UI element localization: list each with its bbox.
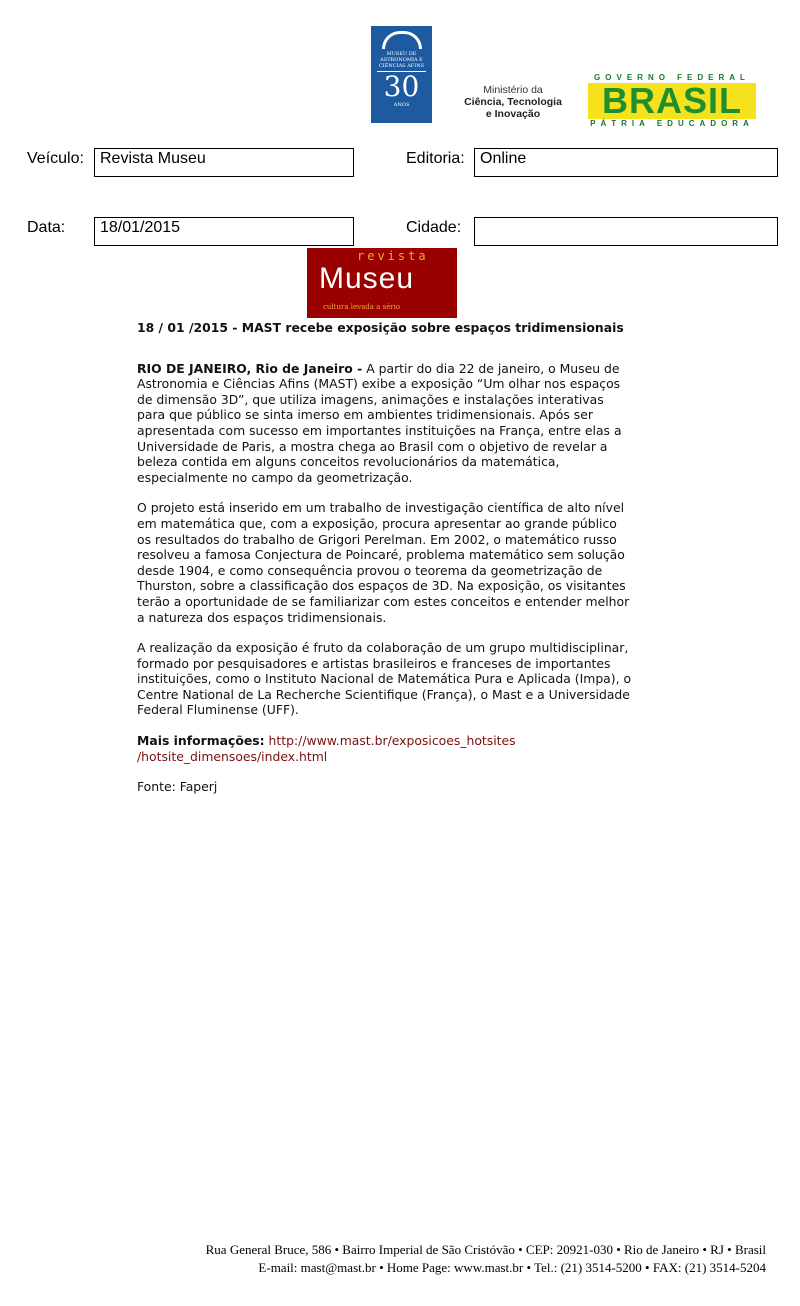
veiculo-field: Revista Museu [94, 148, 354, 177]
mast-logo-number: 30 [377, 71, 426, 102]
data-label: Data: [27, 219, 66, 236]
governo-federal-logo [588, 73, 756, 129]
article-paragraph-1 [137, 361, 632, 486]
article-p1-text: A partir do dia 22 de janeiro, o Museu de Astronomia e Ciências Afins (MAST) exibe a exposição “Um olhar nos espaços de dimensão 3D”, que utiliza imagens, animações e instalações interativas para que público se sinta imerso em ambientes tridimensionais. Após ser apresentada com sucesso em importantes instituições na França, entre elas a Universidade de Paris, a mostra chega ao Brasil com o objetivo de revelar a beleza contida em alguns conceitos revolucionários da matemática, especialmente no campo da geometrização. [137, 360, 622, 485]
editoria-field: Online [474, 148, 778, 177]
article-source: Fonte: Faperj [137, 779, 218, 795]
governo-top: GOVERNO FEDERAL [594, 73, 750, 82]
ministerio-line1: Ministério da [483, 84, 543, 96]
footer-line-1: Rua General Bruce, 586 • Bairro Imperial de São Cristóvão • CEP: 20921-030 • Rio de Janeiro • RJ • Brasil [205, 1242, 766, 1257]
ministerio-line3: e Inovação [485, 108, 541, 120]
article-paragraph-3: A realização da exposição é fruto da colaboração de um grupo multidisciplinar, formado por pesquisadores e artistas brasileiros e franceses de importantes instituições, como o Instituto Nacional de Matemática Pura e Aplicada (Impa), o Centre National de La Recherche Scientifique (França), o Mast e a Universidade Federal Fluminense (UFF). [137, 640, 632, 718]
cidade-field [474, 217, 778, 246]
editoria-label: Editoria: [406, 150, 465, 167]
mast-logo-name: MUSEU DE ASTRONOMIA E CIÊNCIAS AFINS [378, 51, 425, 69]
data-field: 18/01/2015 [94, 217, 354, 246]
cidade-label: Cidade: [406, 219, 462, 236]
governo-brasil: BRASIL [588, 83, 756, 119]
ministerio-line2: Ciência, Tecnologia [464, 96, 562, 108]
mast-logo-sub: ANOS [393, 102, 410, 108]
veiculo-label: Veículo: [27, 150, 84, 167]
revista-logo-top: revista [357, 249, 429, 263]
observatory-dome-icon [382, 31, 422, 49]
footer-address [26, 1241, 766, 1277]
ministerio-logo [448, 84, 578, 120]
mast-30-anos-logo [371, 26, 432, 123]
revista-logo-slogan: cultura levada a sério [323, 303, 401, 311]
footer-line-2: E-mail: mast@mast.br • Home Page: www.mast.br • Tel.: (21) 3514-5200 • FAX: (21) 3514-5204 [258, 1260, 766, 1275]
more-info-label: Mais informações: [137, 733, 265, 749]
article-dateline: RIO DE JANEIRO, Rio de Janeiro - [137, 360, 363, 376]
article-title: 18 / 01 /2015 - MAST recebe exposição sobre espaços tridimensionais [137, 320, 624, 335]
more-info-link[interactable]: http://www.mast.br/exposicoes_hotsites /hotsite_dimensoes/index.html [137, 733, 516, 764]
governo-bottom: PÁTRIA EDUCADORA [590, 119, 754, 128]
more-info [137, 733, 632, 764]
article-paragraph-2: O projeto está inserido em um trabalho de investigação científica de alto nível em matemática que, com a exposição, procura apresentar ao grande público os resultados do trabalho de Grigori Perelman. Em 2002, o matemático russo resolveu a famosa Conjectura de Poincaré, problema matemático sem solução desde 1904, e como consequência provou o teorema da geometrização de Thurston, sobre a classificação dos espaços de 3D. Na exposição, os visitantes terão a oportunidade de se familiarizar com estes conceitos e entender melhor a natureza dos espaços tridimensionais. [137, 500, 630, 625]
revista-museu-logo [307, 248, 457, 318]
article [137, 320, 632, 810]
revista-logo-main: Museu [319, 262, 415, 295]
